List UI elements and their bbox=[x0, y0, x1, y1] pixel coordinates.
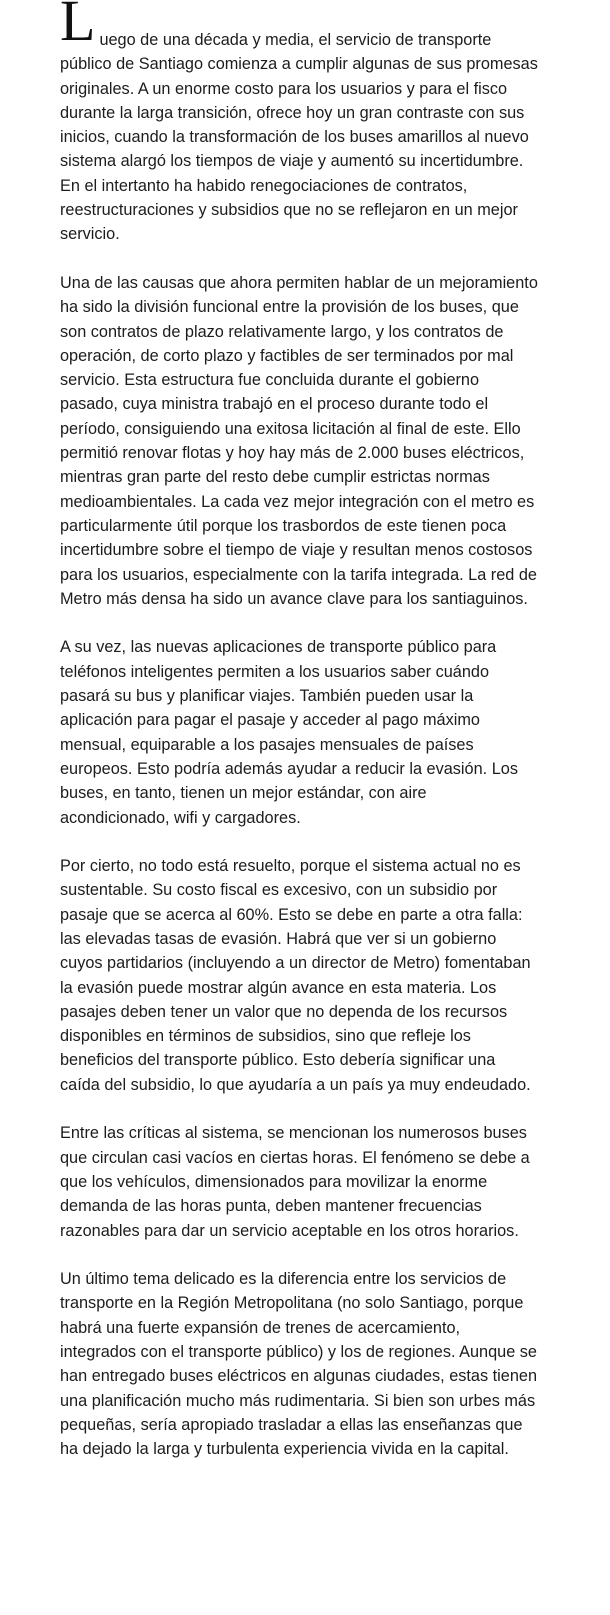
paragraph-4: Por cierto, no todo está resuelto, porque el sistema actual no es sustentable. Su costo fiscal es excesivo, con un subsidio por pasaje que se acerca al 60%. Esto se debe en parte a otra falla: las elevadas tasas de evasión. Habrá que ver si un gobierno cuyos partidarios (incluyendo a un director de Metro) fomentaban la evasión puede mostrar algún avance en esta materia. Los pasajes deben tener un valor que no dependa de los recursos disponibles en términos de subsidios, sino que refleje los beneficios del transporte público. Esto debería significar una caída del subsidio, lo que ayudaría a un país ya muy endeudado. bbox=[60, 857, 531, 1094]
drop-cap: L bbox=[60, 0, 96, 53]
paragraph-6: Un último tema delicado es la diferencia entre los servicios de transporte en la Región Metropolitana (no solo Santiago, porque habrá una fuerte expansión de trenes de acercamiento, integrados con el transporte público) y los de regiones. Aunque se han entregado buses eléctricos en algunas ciudades, estas tienen una planificación mucho más rudimentaria. Si bien son urbes más pequeñas, sería apropiado trasladar a ellas las enseñanzas que ha dejado la larga y turbulenta experiencia vivida en la capital. bbox=[60, 1270, 538, 1459]
paragraph-2: Una de las causas que ahora permiten hablar de un mejoramiento ha sido la división funcional entre la provisión de los buses, que son contratos de plazo relativamente largo, y los contratos de operación, de corto plazo y factibles de ser terminados por mal servicio. Esta estructura fue concluida durante el gobierno pasado, cuya ministra trabajó en el proceso durante todo el período, consiguiendo una exitosa licitación al final de este. Ello permitió renovar flotas y hoy hay más de 2.000 buses eléctricos, mientras gran parte del resto debe cumplir estrictas normas medioambientales. La cada vez mejor integración con el metro es particularmente útil porque los trasbordos de este tienen poca incertidumbre sobre el tiempo de viaje y resultan menos costosos para los usuarios, especialmente con la tarifa integrada. La red de Metro más densa ha sido un avance clave para los santiaguinos. bbox=[60, 273, 538, 608]
paragraph-1 bbox=[60, 0, 538, 247]
article-body bbox=[60, 0, 538, 1486]
paragraph-3: A su vez, las nuevas aplicaciones de transporte público para teléfonos inteligentes permiten a los usuarios saber cuándo pasará su bus y planificar viajes. También pueden usar la aplicación para pagar el pasaje y acceder al pago máximo mensual, equiparable a los pasajes mensuales de países europeos. Esto podría además ayudar a reducir la evasión. Los buses, en tanto, tienen un mejor estándar, con aire acondicionado, wifi y cargadores. bbox=[60, 638, 518, 827]
paragraph-1-text: uego de una década y media, el servicio de transporte público de Santiago comienza a cumplir algunas de sus promesas originales. A un enorme costo para los usuarios y para el fisco durante la larga transición, ofrece hoy un gran contraste con sus inicios, cuando la transformación de los buses amarillos al nuevo sistema alargó los tiempos de viaje y aumentó su incertidumbre. En el intertanto ha habido renegociaciones de contratos, reestructuraciones y subsidios que no se reflejaron en un mejor servicio. bbox=[60, 31, 538, 244]
paragraph-5: Entre las críticas al sistema, se mencionan los numerosos buses que circulan casi vacíos en ciertas horas. El fenómeno se debe a que los vehículos, dimensionados para movilizar la enorme demanda de las horas punta, deben mantener frecuencias razonables para dar un servicio aceptable en los otros horarios. bbox=[60, 1124, 530, 1240]
